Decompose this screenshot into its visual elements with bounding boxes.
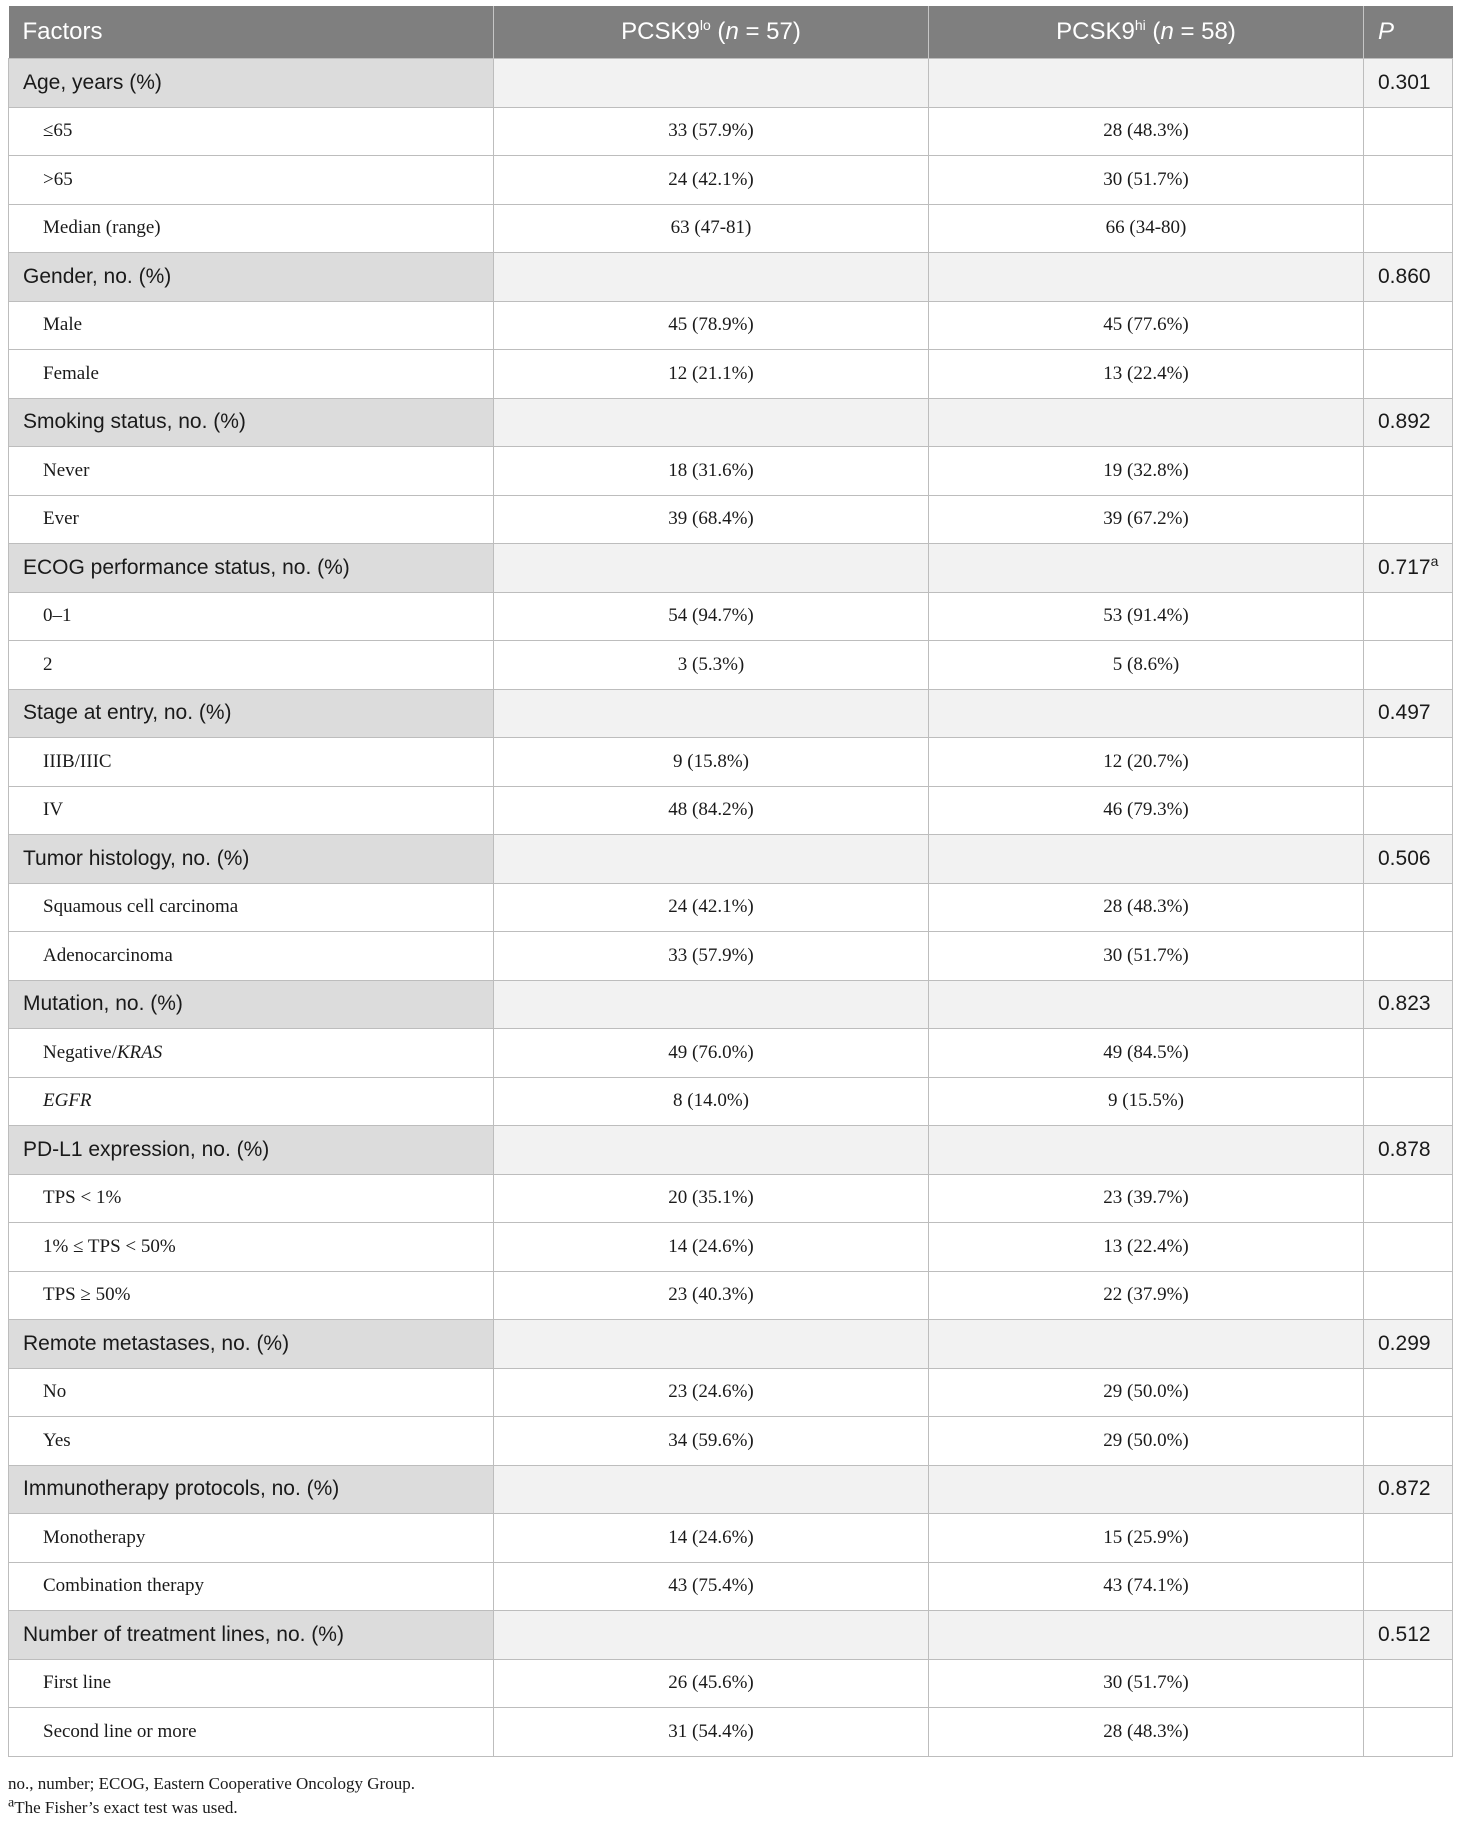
table-row	[9, 932, 1453, 981]
header-pcsk9-lo-n: n	[725, 18, 739, 45]
p-value	[1364, 253, 1453, 302]
row-label-text: Female	[43, 362, 99, 384]
category-label: Stage at entry, no. (%)	[9, 689, 494, 738]
category-empty-cell	[494, 398, 929, 447]
p-value	[1364, 398, 1453, 447]
row-label	[9, 1271, 494, 1320]
category-label: Mutation, no. (%)	[9, 980, 494, 1029]
p-value-empty-cell	[1364, 1223, 1453, 1272]
header-pcsk9-lo-sup: lo	[699, 17, 711, 33]
row-label	[9, 1174, 494, 1223]
category-empty-cell	[494, 1465, 929, 1514]
row-label-text: IV	[43, 799, 64, 821]
row-label-text: Squamous cell carcinoma	[43, 896, 239, 918]
pcsk9-hi-value: 28 (48.3%)	[929, 1708, 1364, 1757]
table-row	[9, 1562, 1453, 1611]
p-value-text: 0.860	[1378, 264, 1431, 288]
table-row	[9, 1077, 1453, 1126]
pcsk9-hi-value: 29 (50.0%)	[929, 1417, 1364, 1466]
pcsk9-hi-value: 30 (51.7%)	[929, 932, 1364, 981]
p-value	[1364, 1611, 1453, 1660]
category-row	[9, 253, 1453, 302]
row-label	[9, 1029, 494, 1078]
pcsk9-hi-value: 66 (34-80)	[929, 204, 1364, 253]
row-label-text: Negative/	[43, 1041, 117, 1063]
row-label	[9, 641, 494, 690]
category-row	[9, 980, 1453, 1029]
p-value-empty-cell	[1364, 204, 1453, 253]
table-row	[9, 301, 1453, 350]
p-value-text: 0.823	[1378, 992, 1431, 1016]
row-label-gene: KRAS	[116, 1041, 163, 1063]
p-value-empty-cell	[1364, 107, 1453, 156]
pcsk9-lo-value: 8 (14.0%)	[494, 1077, 929, 1126]
p-value-text: 0.872	[1378, 1477, 1431, 1501]
p-value-empty-cell	[1364, 1417, 1453, 1466]
row-label	[9, 1562, 494, 1611]
row-label-text: 0–1	[43, 605, 72, 627]
category-label: Remote metastases, no. (%)	[9, 1320, 494, 1369]
category-row	[9, 1320, 1453, 1369]
table-row	[9, 1659, 1453, 1708]
pcsk9-hi-value: 22 (37.9%)	[929, 1271, 1364, 1320]
category-empty-cell	[929, 59, 1364, 108]
pcsk9-lo-value: 54 (94.7%)	[494, 592, 929, 641]
pcsk9-hi-value: 30 (51.7%)	[929, 156, 1364, 205]
header-pcsk9-hi	[929, 6, 1364, 59]
pcsk9-lo-value: 9 (15.8%)	[494, 738, 929, 787]
pcsk9-lo-value: 20 (35.1%)	[494, 1174, 929, 1223]
characteristics-table	[8, 6, 1453, 1757]
pcsk9-lo-value: 14 (24.6%)	[494, 1223, 929, 1272]
row-label-text: Yes	[43, 1429, 71, 1451]
category-empty-cell	[929, 1611, 1364, 1660]
header-pcsk9-hi-base: PCSK9	[1056, 18, 1135, 45]
header-pcsk9-hi-count: = 58)	[1173, 18, 1236, 45]
p-value-marker: a	[1430, 552, 1439, 569]
p-value-empty-cell	[1364, 1368, 1453, 1417]
p-value-empty-cell	[1364, 738, 1453, 787]
table-row	[9, 1417, 1453, 1466]
table-row	[9, 156, 1453, 205]
p-value	[1364, 835, 1453, 884]
p-value	[1364, 980, 1453, 1029]
pcsk9-hi-value: 12 (20.7%)	[929, 738, 1364, 787]
characteristics-table-container	[8, 6, 1452, 1757]
p-value-empty-cell	[1364, 156, 1453, 205]
pcsk9-hi-value: 39 (67.2%)	[929, 495, 1364, 544]
header-pcsk9-lo-pre: (	[710, 18, 726, 45]
row-label	[9, 786, 494, 835]
pcsk9-lo-value: 43 (75.4%)	[494, 1562, 929, 1611]
category-empty-cell	[929, 689, 1364, 738]
table-row	[9, 1708, 1453, 1757]
pcsk9-lo-value: 24 (42.1%)	[494, 883, 929, 932]
category-row	[9, 59, 1453, 108]
row-label-text: Male	[43, 314, 83, 336]
pcsk9-lo-value: 12 (21.1%)	[494, 350, 929, 399]
header-pcsk9-lo	[494, 6, 929, 59]
row-label-text: Adenocarcinoma	[43, 944, 173, 966]
p-value-text: 0.301	[1378, 70, 1431, 94]
table-row	[9, 495, 1453, 544]
category-row	[9, 1611, 1453, 1660]
row-label-gene: EGFR	[43, 1090, 92, 1112]
pcsk9-hi-value: 49 (84.5%)	[929, 1029, 1364, 1078]
row-label-text: Combination therapy	[43, 1575, 204, 1597]
pcsk9-hi-value: 30 (51.7%)	[929, 1659, 1364, 1708]
p-value-empty-cell	[1364, 932, 1453, 981]
category-label: Gender, no. (%)	[9, 253, 494, 302]
p-value-text: 0.892	[1378, 410, 1431, 434]
pcsk9-hi-value: 9 (15.5%)	[929, 1077, 1364, 1126]
p-value-empty-cell	[1364, 592, 1453, 641]
category-row	[9, 835, 1453, 884]
pcsk9-lo-value: 14 (24.6%)	[494, 1514, 929, 1563]
table-row	[9, 883, 1453, 932]
header-pcsk9-lo-base: PCSK9	[621, 18, 700, 45]
table-row	[9, 592, 1453, 641]
table-row	[9, 1514, 1453, 1563]
category-row	[9, 398, 1453, 447]
p-value-text: 0.512	[1378, 1622, 1431, 1646]
pcsk9-lo-value: 23 (40.3%)	[494, 1271, 929, 1320]
table-row	[9, 1271, 1453, 1320]
category-empty-cell	[929, 980, 1364, 1029]
row-label-text: No	[43, 1381, 67, 1403]
category-empty-cell	[494, 544, 929, 593]
pcsk9-hi-value: 43 (74.1%)	[929, 1562, 1364, 1611]
row-label	[9, 156, 494, 205]
row-label-text: 2	[43, 653, 53, 675]
table-row	[9, 107, 1453, 156]
category-label: Immunotherapy protocols, no. (%)	[9, 1465, 494, 1514]
pcsk9-hi-value: 53 (91.4%)	[929, 592, 1364, 641]
category-label: ECOG performance status, no. (%)	[9, 544, 494, 593]
p-value-empty-cell	[1364, 1708, 1453, 1757]
category-label: Number of treatment lines, no. (%)	[9, 1611, 494, 1660]
table-row	[9, 204, 1453, 253]
pcsk9-lo-value: 33 (57.9%)	[494, 107, 929, 156]
header-pcsk9-hi-pre: (	[1145, 18, 1161, 45]
row-label	[9, 1659, 494, 1708]
category-empty-cell	[494, 689, 929, 738]
p-value	[1364, 1126, 1453, 1175]
p-value	[1364, 689, 1453, 738]
p-value-empty-cell	[1364, 1659, 1453, 1708]
p-value-text: 0.497	[1378, 701, 1431, 725]
row-label	[9, 350, 494, 399]
category-row	[9, 544, 1453, 593]
pcsk9-lo-value: 18 (31.6%)	[494, 447, 929, 496]
category-row	[9, 689, 1453, 738]
row-label	[9, 1708, 494, 1757]
footnote-marker: a	[8, 1795, 15, 1811]
category-empty-cell	[494, 1320, 929, 1369]
category-empty-cell	[929, 544, 1364, 593]
row-label-text: TPS < 1%	[43, 1187, 122, 1209]
p-value-empty-cell	[1364, 1029, 1453, 1078]
pcsk9-lo-value: 48 (84.2%)	[494, 786, 929, 835]
footnote-abbreviations: no., number; ECOG, Eastern Cooperative Oncology Group.	[8, 1774, 415, 1793]
p-value-empty-cell	[1364, 1514, 1453, 1563]
p-value-empty-cell	[1364, 786, 1453, 835]
header-pcsk9-hi-sup: hi	[1134, 17, 1146, 33]
table-row	[9, 738, 1453, 787]
pcsk9-hi-value: 13 (22.4%)	[929, 1223, 1364, 1272]
p-value	[1364, 544, 1453, 593]
pcsk9-lo-value: 63 (47-81)	[494, 204, 929, 253]
pcsk9-hi-value: 23 (39.7%)	[929, 1174, 1364, 1223]
pcsk9-hi-value: 28 (48.3%)	[929, 883, 1364, 932]
pcsk9-lo-value: 49 (76.0%)	[494, 1029, 929, 1078]
row-label	[9, 932, 494, 981]
header-factors: Factors	[9, 6, 494, 59]
table-row	[9, 1223, 1453, 1272]
category-label: Tumor histology, no. (%)	[9, 835, 494, 884]
category-empty-cell	[494, 253, 929, 302]
p-value-text: 0.299	[1378, 1331, 1431, 1355]
category-label: PD-L1 expression, no. (%)	[9, 1126, 494, 1175]
header-pcsk9-lo-count: = 57)	[738, 18, 801, 45]
p-value-text: 0.878	[1378, 1137, 1431, 1161]
category-empty-cell	[929, 1126, 1364, 1175]
category-empty-cell	[929, 1465, 1364, 1514]
p-value-empty-cell	[1364, 883, 1453, 932]
p-value	[1364, 1465, 1453, 1514]
pcsk9-hi-value: 29 (50.0%)	[929, 1368, 1364, 1417]
p-value	[1364, 59, 1453, 108]
row-label	[9, 107, 494, 156]
pcsk9-lo-value: 23 (24.6%)	[494, 1368, 929, 1417]
row-label	[9, 301, 494, 350]
table-footnotes	[8, 1772, 415, 1820]
row-label-text: TPS ≥ 50%	[43, 1284, 131, 1306]
row-label	[9, 592, 494, 641]
pcsk9-lo-value: 31 (54.4%)	[494, 1708, 929, 1757]
p-value-empty-cell	[1364, 1562, 1453, 1611]
p-value-empty-cell	[1364, 447, 1453, 496]
pcsk9-lo-value: 26 (45.6%)	[494, 1659, 929, 1708]
table-row	[9, 641, 1453, 690]
pcsk9-hi-value: 5 (8.6%)	[929, 641, 1364, 690]
pcsk9-lo-value: 3 (5.3%)	[494, 641, 929, 690]
pcsk9-hi-value: 19 (32.8%)	[929, 447, 1364, 496]
table-row	[9, 786, 1453, 835]
footnote-text: The Fisher’s exact test was used.	[14, 1798, 238, 1817]
row-label	[9, 1368, 494, 1417]
row-label	[9, 738, 494, 787]
row-label-text: Median (range)	[43, 217, 161, 239]
header-p-value: P	[1364, 6, 1453, 59]
category-empty-cell	[929, 398, 1364, 447]
pcsk9-lo-value: 33 (57.9%)	[494, 932, 929, 981]
row-label	[9, 1077, 494, 1126]
row-label-text: First line	[43, 1672, 112, 1694]
pcsk9-lo-value: 34 (59.6%)	[494, 1417, 929, 1466]
table-row	[9, 1368, 1453, 1417]
category-label: Smoking status, no. (%)	[9, 398, 494, 447]
table-body	[9, 59, 1453, 1757]
pcsk9-hi-value: 13 (22.4%)	[929, 350, 1364, 399]
p-value-empty-cell	[1364, 641, 1453, 690]
category-empty-cell	[929, 835, 1364, 884]
row-label-text: Never	[43, 459, 90, 481]
row-label-text: Ever	[43, 508, 79, 530]
p-value-empty-cell	[1364, 495, 1453, 544]
category-empty-cell	[929, 1320, 1364, 1369]
row-label-text: Monotherapy	[43, 1526, 146, 1548]
pcsk9-lo-value: 45 (78.9%)	[494, 301, 929, 350]
row-label-text: 1% ≤ TPS < 50%	[43, 1235, 176, 1257]
category-empty-cell	[494, 1126, 929, 1175]
category-label: Age, years (%)	[9, 59, 494, 108]
row-label-text: Second line or more	[43, 1720, 197, 1742]
category-empty-cell	[494, 59, 929, 108]
p-value-empty-cell	[1364, 301, 1453, 350]
p-value	[1364, 1320, 1453, 1369]
p-value-empty-cell	[1364, 1077, 1453, 1126]
pcsk9-hi-value: 46 (79.3%)	[929, 786, 1364, 835]
header-pcsk9-hi-n: n	[1160, 18, 1174, 45]
pcsk9-hi-value: 28 (48.3%)	[929, 107, 1364, 156]
p-value-text: 0.506	[1378, 846, 1431, 870]
category-empty-cell	[929, 253, 1364, 302]
row-label	[9, 1417, 494, 1466]
row-label	[9, 204, 494, 253]
row-label-text: IIIB/IIIC	[43, 750, 112, 772]
p-value-text: 0.717	[1378, 555, 1431, 579]
row-label	[9, 1514, 494, 1563]
category-empty-cell	[494, 1611, 929, 1660]
row-label	[9, 447, 494, 496]
pcsk9-lo-value: 24 (42.1%)	[494, 156, 929, 205]
row-label	[9, 495, 494, 544]
table-row	[9, 1174, 1453, 1223]
category-row	[9, 1465, 1453, 1514]
table-row	[9, 350, 1453, 399]
table-row	[9, 447, 1453, 496]
category-empty-cell	[494, 835, 929, 884]
row-label-text: ≤65	[43, 120, 73, 142]
row-label	[9, 883, 494, 932]
category-empty-cell	[494, 980, 929, 1029]
category-row	[9, 1126, 1453, 1175]
pcsk9-lo-value: 39 (68.4%)	[494, 495, 929, 544]
row-label-text: >65	[43, 168, 73, 190]
pcsk9-hi-value: 15 (25.9%)	[929, 1514, 1364, 1563]
p-value-empty-cell	[1364, 1174, 1453, 1223]
footnote-fisher	[8, 1796, 415, 1820]
p-value-empty-cell	[1364, 350, 1453, 399]
p-value-empty-cell	[1364, 1271, 1453, 1320]
table-header-row	[9, 6, 1453, 59]
table-row	[9, 1029, 1453, 1078]
row-label	[9, 1223, 494, 1272]
pcsk9-hi-value: 45 (77.6%)	[929, 301, 1364, 350]
